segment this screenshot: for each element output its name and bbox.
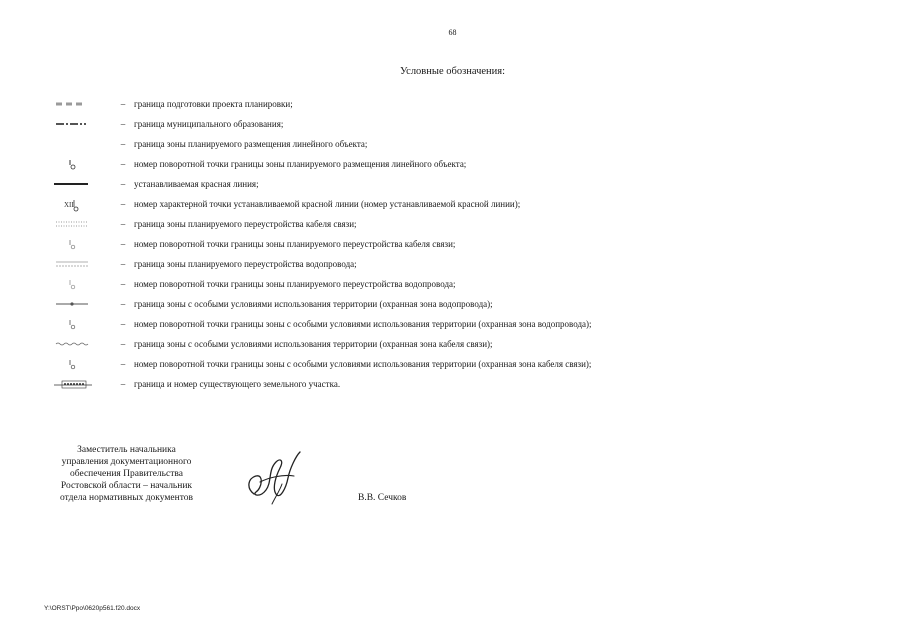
legend-item: [50, 254, 870, 274]
signer-name: В.В. Сечков: [358, 493, 407, 503]
legend-text: граница зоны планируемого переустройства кабеля связи;: [134, 219, 357, 229]
legend-text: устанавливаемая красная линия;: [134, 179, 259, 189]
handwritten-signature: [242, 448, 304, 510]
legend-item: [50, 354, 870, 374]
legend-dash: –: [120, 259, 126, 269]
legend-item: [50, 114, 870, 134]
svg-text:XII: XII: [64, 201, 74, 209]
legend-text: номер поворотной точки границы зоны с особыми условиями использования территории (охранная зона водопровода);: [134, 319, 592, 329]
legend-item: [50, 194, 870, 214]
page-number: 68: [448, 28, 457, 37]
legend-dash: –: [120, 159, 126, 169]
legend-item: [50, 274, 870, 294]
legend-dash: –: [120, 339, 126, 349]
legend-dash: –: [120, 379, 126, 389]
line-with-dot-icon: [50, 294, 106, 314]
legend-text: номер поворотной точки границы зоны планируемого переустройства водопровода;: [134, 279, 456, 289]
legend-dash: –: [120, 279, 126, 289]
characteristic-point-icon: [50, 194, 106, 214]
legend-text: граница муниципального образования;: [134, 119, 284, 129]
legend-text: номер характерной точки устанавливаемой красной линии (номер устанавливаемой красной линии);: [134, 199, 521, 209]
legend-dash: –: [120, 359, 126, 369]
legend-dash: –: [120, 199, 126, 209]
legend-dash: –: [120, 119, 126, 129]
legend-item: [50, 134, 870, 154]
legend-item: [50, 94, 870, 114]
legend-item: [50, 374, 870, 394]
empty-symbol: [50, 134, 106, 154]
turning-point-icon: [50, 154, 106, 174]
legend-item: [50, 154, 870, 174]
hatched-water-zone-icon: [50, 254, 106, 274]
dotted-cable-zone-icon: [50, 214, 106, 234]
legend-dash: –: [120, 239, 126, 249]
signatory-position-line: обеспечения Правительства: [70, 469, 183, 479]
legend-text: номер поворотной точки границы зоны с особыми условиями использования территории (охранная зона кабеля связи);: [134, 359, 592, 369]
legend-text: граница зоны планируемого размещения линейного объекта;: [134, 139, 368, 149]
legend-dash: –: [120, 219, 126, 229]
signatory-position-line: Ростовской области – начальник: [60, 481, 193, 491]
signatory-position-line: Заместитель начальника: [77, 445, 176, 455]
document-file-path: Y:\ORST\Ppo\0620p561.f20.docx: [44, 605, 141, 612]
turning-point-icon: [50, 314, 106, 334]
legend: [50, 94, 870, 394]
legend-dash: –: [120, 139, 126, 149]
legend-text: номер поворотной точки границы зоны планируемого размещения линейного объекта;: [134, 159, 467, 169]
legend-text: номер поворотной точки границы зоны планируемого переустройства кабеля связи;: [134, 239, 456, 249]
legend-text: граница зоны с особыми условиями использования территории (охранная зона водопровода);: [134, 299, 493, 309]
turning-point-icon: [50, 234, 106, 254]
turning-point-icon: [50, 354, 106, 374]
wavy-line-icon: [50, 334, 106, 354]
land-plot-number-icon: [50, 374, 106, 394]
legend-dash: –: [120, 299, 126, 309]
legend-item: [50, 314, 870, 334]
gray-dashed-line-icon: [50, 94, 106, 114]
legend-text: граница подготовки проекта планировки;: [134, 99, 293, 109]
legend-dash: –: [120, 319, 126, 329]
turning-point-icon: [50, 274, 106, 294]
legend-dash: –: [120, 179, 126, 189]
legend-item: [50, 174, 870, 194]
legend-item: [50, 334, 870, 354]
legend-text: граница зоны с особыми условиями использования территории (охранная зона кабеля связи);: [134, 339, 493, 349]
solid-red-line-icon: [50, 174, 106, 194]
legend-dash: –: [120, 99, 126, 109]
dash-dot-line-icon: [50, 114, 106, 134]
legend-item: [50, 214, 870, 234]
legend-title: Условные обозначения:: [399, 66, 505, 77]
legend-text: граница и номер существующего земельного участка.: [134, 379, 341, 389]
legend-text: граница зоны планируемого переустройства водопровода;: [134, 259, 357, 269]
legend-item: [50, 234, 870, 254]
signatory-position-line: управления документационного: [61, 457, 192, 467]
signatory-position-line: отдела нормативных документов: [60, 493, 193, 503]
legend-item: [50, 294, 870, 314]
signatory-position: [44, 444, 209, 504]
